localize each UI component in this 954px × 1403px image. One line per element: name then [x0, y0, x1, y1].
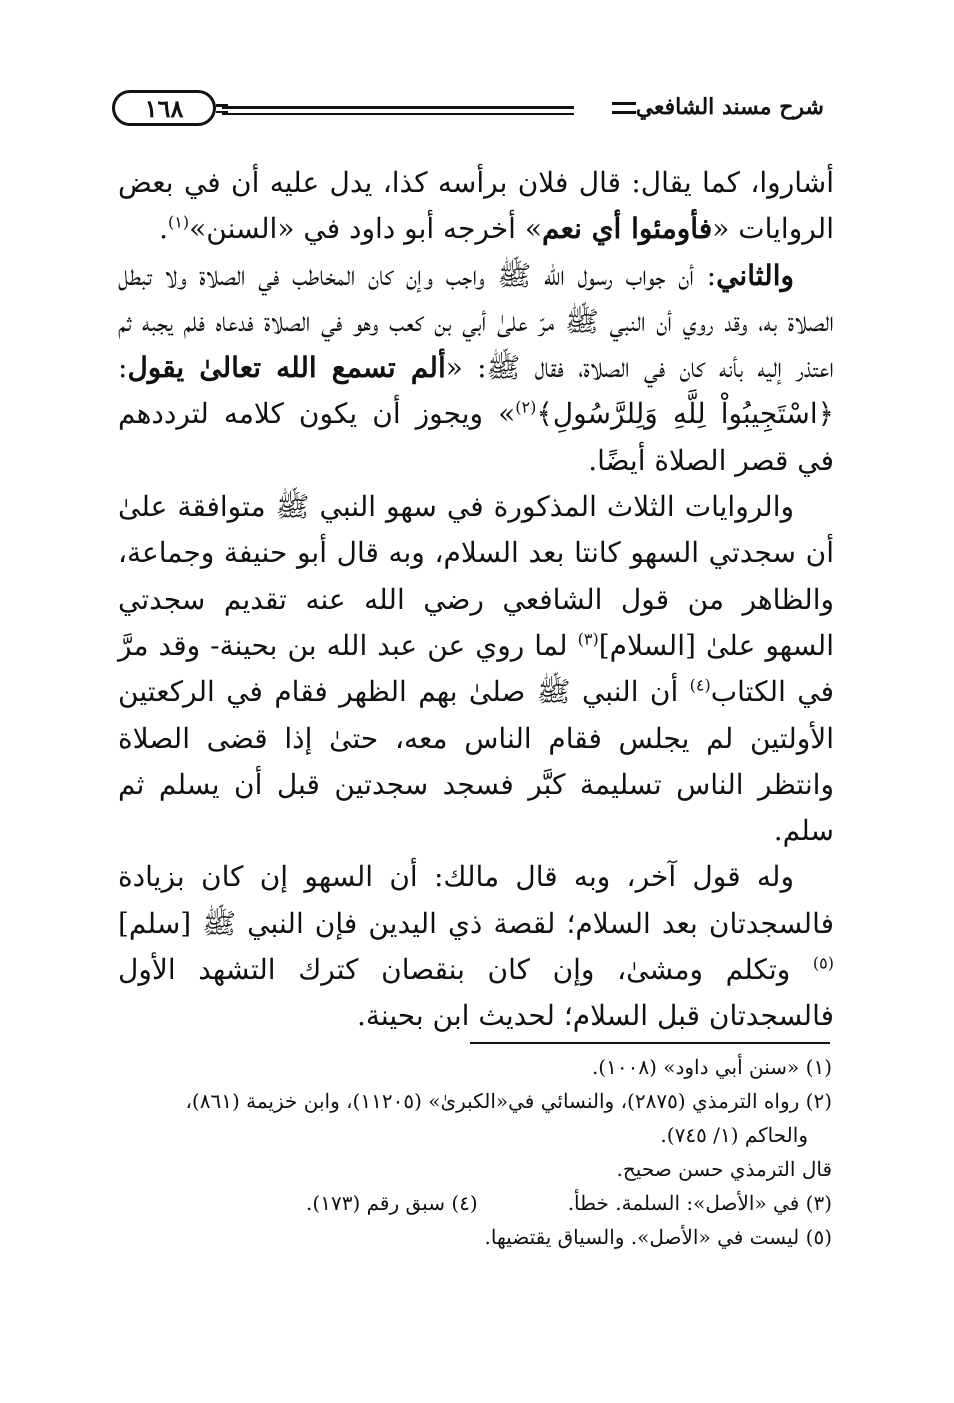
text-line: كعب وهو في الصلاة فدعاه فلم يجبه ثم اعتذر إليه بأنه كان في الصلاة، — [118, 304, 834, 385]
text-line: يسلم ثم سلم. — [118, 767, 834, 848]
footnote-4: (٤) سبق رقم (١٧٣). — [306, 1191, 478, 1215]
paragraph-4 — [118, 854, 834, 1039]
text-line: فقال ﷺ: « — [445, 351, 564, 385]
footnote-ref-4: (٤) — [689, 675, 711, 695]
footnote-2: (٢) رواه الترمذي (٢٨٧٥)، والنسائي في«الكبرىٰ» (١١٢٠٥)، وابن خزيمة (٨٦١)، — [185, 1089, 832, 1113]
text-line: ابن بحينة. — [356, 999, 470, 1033]
header-rule — [222, 106, 574, 115]
bold-lead: والثاني — [716, 258, 795, 292]
text-line: صلىٰ بهم الظهر فقام في الركعتين الأولتين لم يجلس فقام الناس معه، — [118, 675, 834, 755]
bold-quote: فأومئوا أي نعم — [541, 212, 713, 246]
text-line: : أن جواب رسول الله ﷺ واجب وإن كان المخاطب في — [258, 258, 717, 292]
footnote-2-note: قال الترمذي حسن صحيح. — [616, 1157, 832, 1181]
footnote-ref-3: (٣) — [577, 629, 599, 649]
text-line: الروايات « — [712, 212, 834, 246]
paragraph-2 — [118, 253, 834, 484]
quran-quote: : ﴿اسْتَجِيبُواْ لِلَّهِ وَلِلرَّسُولِ﴾ — [118, 351, 835, 431]
footnote-1: (١) «سنن أبي داود» (١٠٠٨). — [591, 1055, 832, 1079]
page-header — [112, 88, 824, 132]
text-line: وله قول آخر، وبه قال مالك: أن السهو إن كان بزيادة فالسجدتان — [118, 860, 834, 940]
footnote-2-continued: والحاكم (١/ ٧٤٥). — [660, 1123, 808, 1147]
text-line: وتكلم ومشىٰ، — [617, 953, 813, 987]
main-text — [118, 160, 834, 1040]
text-line: . — [159, 212, 169, 246]
text-line: بعد السلام؛ لقصة ذي اليدين فإن النبي ﷺ [سلم] — [118, 906, 698, 940]
running-header — [606, 94, 824, 120]
page-number — [112, 90, 216, 126]
footnote-ref-2: (٢) — [515, 398, 537, 418]
text-line: والروايات الثلاث المذكورة في سهو النبي ﷺ متوافقة علىٰ أن — [118, 490, 834, 570]
running-header-text: شرح مسند الشافعي — [635, 94, 824, 120]
text-line: » أخرجه أبو داود في «السنن» — [189, 212, 542, 246]
footnotes — [112, 1050, 832, 1254]
footnote-ref-5: (٥) — [812, 953, 834, 973]
text-line: من قول الشافعي رضي الله عنه تقديم سجدتي السهو علىٰ [السلام] — [118, 582, 834, 662]
text-line: » — [498, 397, 516, 431]
text-line: حتىٰ إذا قضى الصلاة وانتظر الناس تسليمة كبَّر فسجد سجدتين قبل أن — [118, 721, 834, 801]
bold-quote: ألم تسمع الله تعالىٰ يقول — [127, 351, 446, 385]
header-ornament-right — [612, 102, 636, 114]
footnote-row — [112, 1186, 832, 1220]
paragraph-1 — [118, 160, 834, 253]
text-line: ويجوز أن يكون كلامه لترددهم في قصر الصلاة أيضًا. — [118, 397, 834, 477]
footnote-3: (٣) في «الأصل»: السلمة. خطأ. — [567, 1191, 832, 1215]
paragraph-3 — [118, 484, 834, 854]
footnote-separator — [470, 1042, 830, 1044]
text-line: وإن كان بنقصان كترك التشهد الأول فالسجدتان قبل السلام؛ لحديث — [118, 953, 834, 1033]
text-line: الصلاة ولا تبطل الصلاة به، وقد روي أن النبي ﷺ مرّ علىٰ أبي بن — [118, 258, 835, 338]
page-number-text: ١٦٨ — [144, 93, 184, 123]
footnote-5: (٥) ليست في «الأصل». والسياق يقتضيها. — [484, 1225, 832, 1249]
text-line: لما روي عن عبد الله بن بحينة- وقد مرَّ في الكتاب — [118, 628, 834, 709]
text-line: أن النبي ﷺ — [536, 675, 690, 709]
footnote-ref-1: (١) — [168, 212, 190, 232]
text-line: سجدتي السهو كانتا بعد السلام، وبه قال أبو حنيفة وجماعة، والظاهر — [118, 536, 834, 616]
text-line: أشاروا، كما يقال: قال فلان برأسه كذا، يدل عليه أن في بعض — [118, 166, 834, 199]
